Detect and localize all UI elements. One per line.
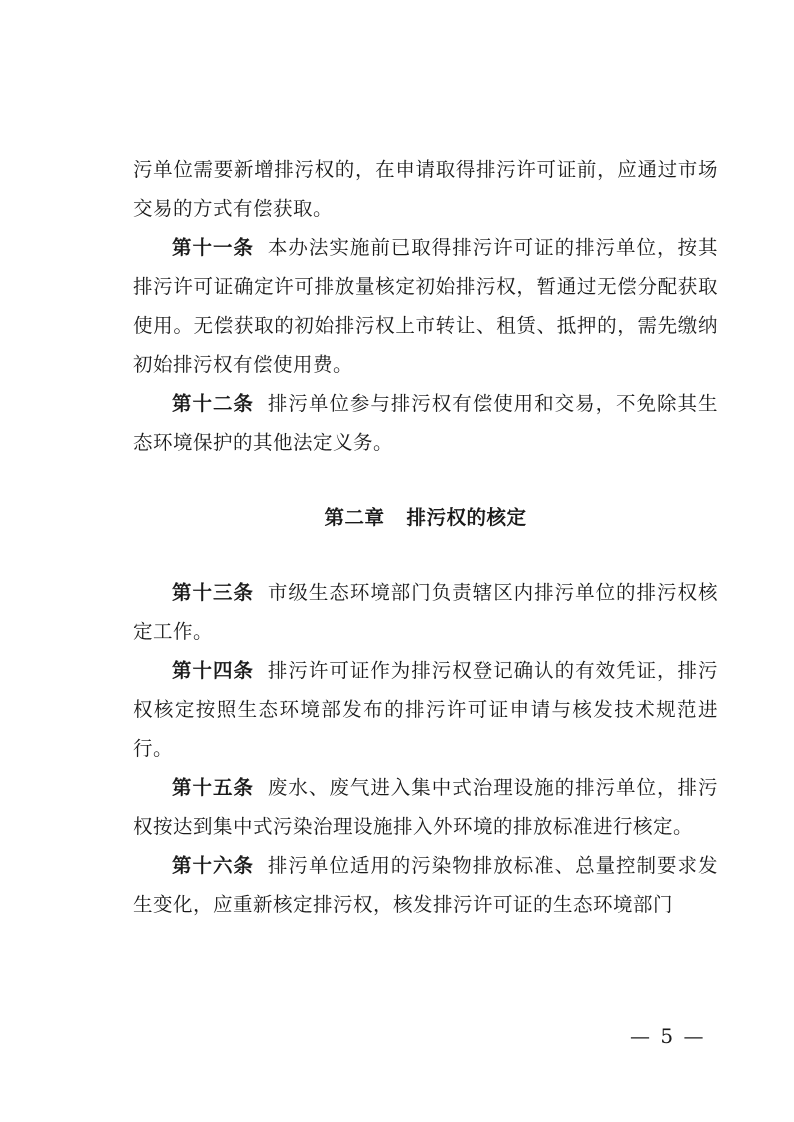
paragraph-text: 污单位需要新增排污权的，在申请取得排污许可证前，应通过市场交易的方式有偿获取。 — [133, 158, 718, 220]
article-14 — [133, 651, 718, 768]
chapter-heading — [133, 498, 718, 537]
article-number: 第十三条 — [172, 581, 254, 604]
article-text: 排污单位参与排污权有偿使用和交易，不免除其生态环境保护的其他法定义务。 — [133, 392, 718, 454]
article-12 — [133, 384, 718, 462]
article-number: 第十四条 — [172, 659, 254, 682]
article-number: 第十一条 — [172, 236, 254, 259]
article-text: 排污单位适用的污染物排放标准、总量控制要求发生变化，应重新核定排污权，核发排污许可证的生态环境部门 — [133, 854, 718, 916]
article-13 — [133, 573, 718, 651]
paragraph-continuation — [133, 150, 718, 228]
article-text: 排污许可证作为排污权登记确认的有效凭证，排污权核定按照生态环境部发布的排污许可证申请与核发技术规范进行。 — [133, 659, 718, 760]
document-body — [133, 150, 718, 924]
chapter-number: 第二章 — [324, 506, 385, 529]
article-number: 第十二条 — [172, 392, 254, 415]
article-number: 第十五条 — [172, 776, 254, 799]
page-number: — 5 — — [630, 1024, 706, 1048]
article-11 — [133, 228, 718, 384]
article-15 — [133, 768, 718, 846]
chapter-title: 排污权的核定 — [406, 506, 527, 529]
article-16 — [133, 846, 718, 924]
article-text: 市级生态环境部门负责辖区内排污单位的排污权核定工作。 — [133, 581, 718, 643]
article-text: 本办法实施前已取得排污许可证的排污单位，按其排污许可证确定许可排放量核定初始排污权，暂通过无偿分配获取使用。无偿获取的初始排污权上市转让、租赁、抵押的，需先缴纳初始排污权有偿使用费。 — [133, 236, 718, 376]
article-text: 废水、废气进入集中式治理设施的排污单位，排污权按达到集中式污染治理设施排入外环境的排放标准进行核定。 — [133, 776, 718, 838]
article-number: 第十六条 — [172, 854, 254, 877]
